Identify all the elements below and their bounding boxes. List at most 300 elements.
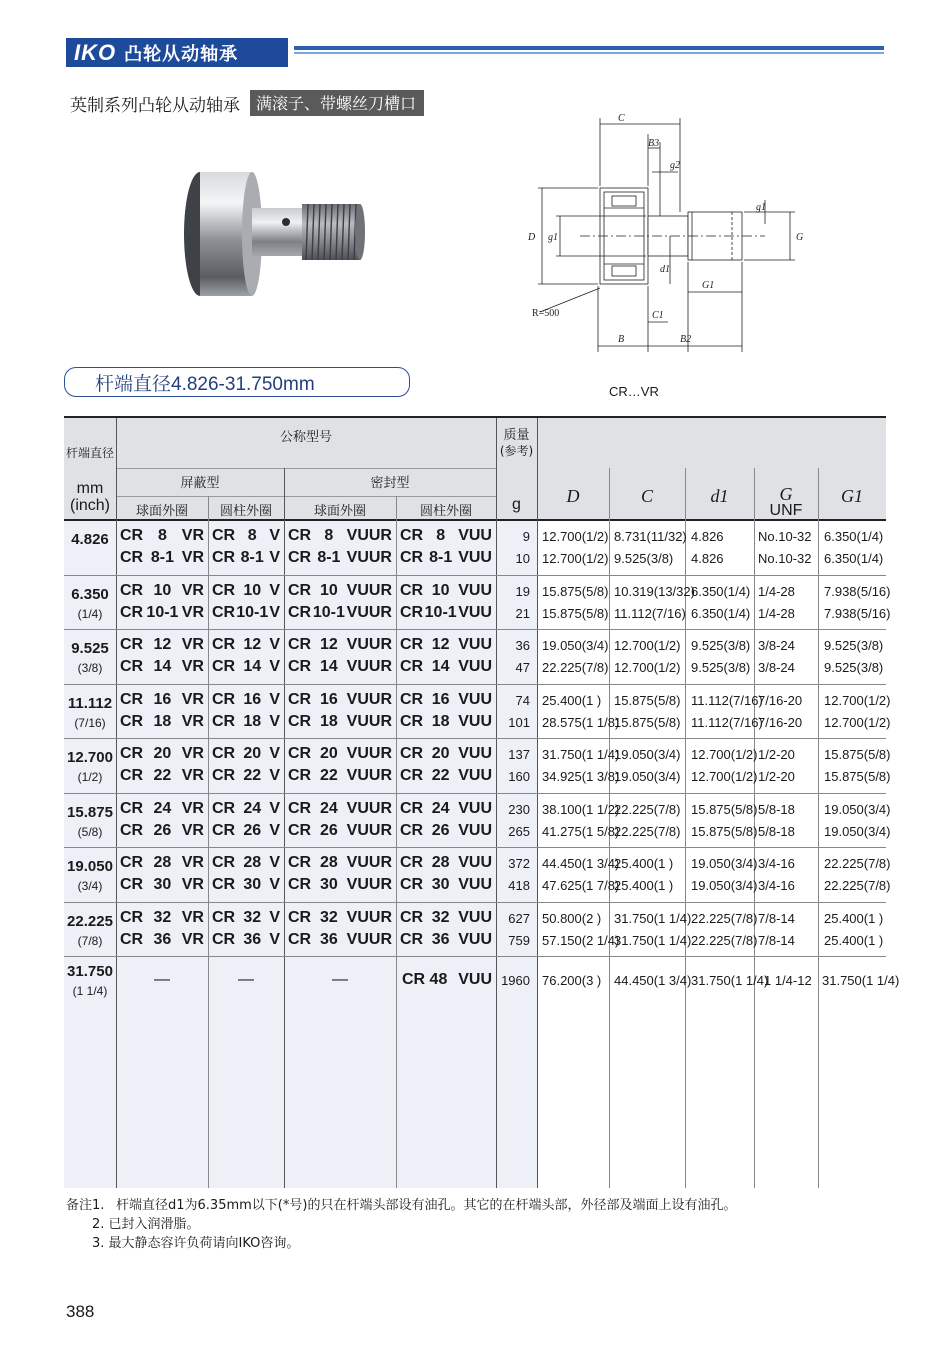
header-g: G [779,484,793,504]
part-spherical-shielded-part: CR [120,712,144,730]
part-spherical-sealed-part: CR [288,930,312,948]
part-cylindrical-sealed [400,767,492,785]
header-g1: G1 [841,486,863,506]
part-spherical-sealed-part: CR [288,854,312,871]
part-cylindrical-shielded [212,745,280,763]
col-divider [284,468,285,1188]
part-cylindrical-sealed-part: CR [400,690,424,708]
part-spherical-shielded [120,636,204,654]
dim-g1: 15.875(5/8) [824,769,891,784]
part-spherical-shielded-part: 26 [153,821,172,839]
part-spherical-sealed-part: CR [288,712,312,730]
part-spherical-sealed-part: CR [288,527,312,544]
mass-value: 627 [508,910,530,926]
page-header [66,38,884,68]
dim-c: 25.400(1 ) [614,878,674,893]
part-cylindrical-sealed-part: 24 [431,799,450,817]
group-divider [64,738,886,739]
rod-diameter: 4.826 [71,531,109,548]
dim-label-c: C [618,113,625,124]
part-spherical-shielded-part: CR [120,581,144,599]
part-cylindrical-shielded-part: V [269,603,280,621]
header-rule-sub2 [116,496,496,497]
col-divider [116,418,117,1188]
subtitle-tag: 满滚子、带螺丝刀槽口 [250,90,424,116]
part-spherical-shielded-part: CR [120,745,144,762]
dim-g1: 15.875(5/8) [824,747,891,762]
part-cylindrical-sealed-part: 30 [431,876,450,893]
part-cylindrical-shielded-part: CR [212,581,236,599]
part-cylindrical-shielded [212,582,280,600]
part-cylindrical-sealed-part: CR [400,658,424,675]
part-spherical-sealed-part: 28 [319,854,338,871]
part-cylindrical-sealed-part: CR [400,549,424,566]
dim-c: 22.225(7/8) [614,801,681,817]
group-divider [64,847,886,848]
part-cylindrical-shielded-part: CR [212,930,236,948]
dim-c: 25.400(1 ) [614,856,674,871]
part-cylindrical-sealed-part: 20 [431,745,450,762]
part-cylindrical-shielded [212,822,280,840]
dim-d: 76.200(3 ) [542,973,602,988]
part-spherical-sealed [288,854,392,872]
product-photo [178,160,368,305]
rod-diameter: 6.350 [71,585,109,603]
header-rule-thin [294,52,884,54]
part-cylindrical-sealed-part: CR [400,908,424,926]
part-cylindrical-shielded-part: CR [212,821,236,839]
mass-value: 265 [508,823,530,839]
part-spherical-shielded [120,931,204,949]
header-mass: 质量 [503,428,530,443]
part-spherical-sealed [288,658,392,676]
part-spherical-shielded-part: VR [181,712,204,730]
part-spherical-sealed-part: CR [288,908,312,926]
rod-diameter-inch: (7/8) [77,933,103,948]
mass-value: 21 [515,605,530,621]
header-rod-unit-inch: (inch) [69,497,110,514]
part-spherical-sealed [288,713,392,731]
part-spherical-sealed-part: CR [288,549,312,566]
part-spherical-sealed-part: VUUR [346,908,392,926]
dim-d: 41.275(1 5/8) [542,823,620,839]
dim-g1: 9.525(3/8) [824,660,884,675]
dim-d: 12.700(1/2) [542,529,609,544]
group-divider [64,629,886,630]
part-spherical-sealed-part: CR [288,821,312,839]
dim-d: 12.700(1/2) [542,551,609,566]
part-spherical-sealed-part: 10 [319,581,338,599]
part-cylindrical-shielded-part: CR [212,908,236,926]
part-spherical-sealed-part: VUUR [346,690,392,708]
part-cylindrical-shielded-part: 24 [243,799,262,817]
dim-d: 28.575(1 1/8) [542,714,620,730]
part-spherical-sealed-part: VUUR [346,658,392,675]
dim-c: 19.050(3/4) [614,747,681,762]
rod-diameter: 15.875 [67,803,113,821]
mass-value: 1960 [501,973,530,988]
part-spherical-sealed-part: CR [288,581,312,599]
part-cylindrical-shielded [212,931,280,949]
part-cylindrical-shielded-part: V [269,908,280,926]
part-spherical-shielded [120,767,204,785]
part-cylindrical-sealed-part: CR 48 [402,971,448,988]
dim-d: 47.625(1 7/8) [542,878,620,893]
mass-value: 418 [508,878,530,893]
rod-diameter: 22.225 [67,912,113,930]
part-spherical-sealed [288,931,392,949]
dim-g: 7/8-14 [758,932,795,948]
part-spherical-shielded-part: 8 [157,527,167,544]
dim-d1: 6.350(1/4) [691,605,751,621]
part-cylindrical-shielded-part: 8-1 [240,549,264,566]
section-subtitle [70,90,424,116]
dimension-drawing [520,112,810,352]
dim-g1: 7.938(5/16) [824,583,891,599]
part-spherical-sealed-part: CR [288,876,312,893]
group-divider [64,684,886,685]
dim-label-b3: B3 [648,138,660,149]
part-spherical-shielded-part: CR [120,876,144,893]
dim-c: 10.319(13/32) [614,583,695,599]
rod-diameter-inch: (1/2) [77,770,103,784]
part-spherical-shielded-part: VR [181,821,204,839]
part-cylindrical-sealed-part: 26 [431,821,450,839]
rod-diameter-inch: (1 1/4) [72,984,108,998]
part-spherical-sealed [288,876,392,894]
part-spherical-sealed-part: 32 [319,908,338,926]
part-cylindrical-shielded-part: V [269,854,280,871]
dim-d: 50.800(2 ) [542,910,602,926]
part-cylindrical-shielded-part: 30 [243,876,262,893]
dim-g: 3/8-24 [758,660,795,675]
header-c: C [640,486,653,506]
rod-diameter-inch: (3/4) [77,879,103,893]
part-spherical-shielded-part: VR [181,767,204,784]
dim-d1: 4.826 [691,551,724,566]
notes [66,1196,736,1253]
part-cylindrical-shielded-part: V [269,527,280,544]
header-rod: 杆端直径 [65,446,114,460]
header-cylindrical-sealed: 圆柱外圈 [419,504,472,519]
dim-c: 31.750(1 1/4) [614,910,692,926]
part-cylindrical-sealed [400,713,492,731]
part-cylindrical-shielded-part: 36 [243,930,262,948]
part-spherical-sealed-part: CR [288,767,312,784]
dim-c: 15.875(5/8) [614,714,681,730]
part-spherical-sealed-part: VUUR [346,799,392,817]
part-spherical-sealed [288,800,392,818]
col-divider [496,418,497,1188]
part-cylindrical-shielded-part: V [269,767,280,784]
part-cylindrical-sealed-part: 10 [431,581,450,599]
part-cylindrical-sealed-part: 10-1 [424,603,457,621]
dim-d: 31.750(1 1/4) [542,747,620,762]
part-spherical-shielded-part: 22 [153,767,172,784]
part-cylindrical-shielded-part: CR [212,876,236,893]
mass-value: 230 [508,801,530,817]
part-spherical-shielded-part: VR [181,658,204,675]
part-spherical-shielded-part: VR [181,527,204,544]
dim-d: 34.925(1 3/8) [542,769,620,784]
part-cylindrical-shielded-part: V [269,549,280,566]
dim-d1: 11.112(7/16) [691,714,763,730]
part-cylindrical-sealed-part: CR [400,930,424,948]
dim-g: 1/4-28 [758,605,795,621]
dim-g1: 31.750(1 1/4) [822,973,900,988]
dim-label-g: G [796,232,804,243]
part-cylindrical-sealed [400,604,492,622]
dim-g: 3/8-24 [758,638,795,653]
dim-d1: 6.350(1/4) [691,583,751,599]
part-spherical-sealed [288,549,392,567]
part-cylindrical-sealed-part: VUU [458,603,492,621]
rod-diameter-inch: (1/4) [77,606,103,621]
dim-d: 19.050(3/4) [542,638,609,653]
dim-g: No.10-32 [758,551,812,566]
part-spherical-shielded-part: VR [181,581,204,599]
part-spherical-sealed-part: 30 [319,876,338,893]
dim-d: 22.225(7/8) [542,660,609,675]
mass-value: 372 [508,856,530,871]
part-cylindrical-shielded: — [238,971,254,988]
part-spherical-shielded [120,854,204,872]
dim-g1: 6.350(1/4) [824,529,884,544]
dim-label-g2: g2 [670,160,680,171]
part-spherical-sealed-part: 14 [319,658,338,675]
dim-d1: 12.700(1/2) [691,769,758,784]
part-cylindrical-sealed-part: CR [400,636,424,653]
part-spherical-sealed-part: VUUR [346,876,392,893]
part-spherical-sealed [288,582,392,600]
part-spherical-sealed-part: 36 [319,930,338,948]
dim-label-b2: B2 [680,334,692,345]
part-cylindrical-sealed-part: VUU [458,527,492,544]
part-cylindrical-shielded [212,854,280,872]
part-spherical-shielded-part: CR [120,854,144,871]
part-cylindrical-sealed-part: VUU [458,767,492,784]
part-cylindrical-shielded-part: 10 [243,581,262,599]
dim-d1: 4.826 [691,529,724,544]
group-divider [64,793,886,794]
part-cylindrical-sealed-part: 36 [431,930,450,948]
note-2: 2. 已封入润滑脂。 [92,1217,200,1232]
rod-diameter-inch: (3/8) [77,661,103,675]
dim-d1: 11.112(7/16) [691,692,763,708]
col-divider [685,468,686,1188]
part-spherical-shielded-part: 36 [153,930,172,948]
dim-c: 8.731(11/32) [614,529,687,544]
part-cylindrical-sealed-part: VUU [458,908,492,926]
part-cylindrical-shielded-part: 8 [247,527,257,544]
part-cylindrical-sealed-part: VUU [458,971,492,988]
part-spherical-shielded [120,527,204,545]
dim-d: 25.400(1 ) [542,692,602,708]
part-spherical-shielded-part: 12 [153,636,172,653]
part-cylindrical-sealed-part: CR [400,799,424,817]
note-1: 杆端直径d1为6.35mm以下(*号)的只在杆端头部设有油孔。其它的在杆端头部，外径部及端面上设有油孔。 [116,1198,737,1213]
part-cylindrical-sealed-part: CR [400,581,424,599]
part-cylindrical-sealed-part: VUU [458,581,492,599]
part-cylindrical-shielded-part: V [269,745,280,762]
part-spherical-sealed-part: VUUR [346,821,392,839]
part-spherical-sealed-part: CR [288,745,312,762]
mass-value: 160 [508,769,530,784]
part-cylindrical-shielded [212,549,280,567]
dim-label-g1-right: g1 [756,202,766,213]
note-3: 3. 最大静态容许负荷请向IKO咨询。 [92,1236,300,1251]
header-spherical-sealed: 球面外圈 [313,504,366,519]
part-spherical-sealed [288,636,392,654]
header-d: D [566,486,580,506]
part-cylindrical-sealed-part: VUU [458,821,492,839]
rod-diameter-inch: (7/16) [74,715,106,730]
part-cylindrical-sealed-part: VUU [458,930,492,948]
part-cylindrical-shielded-part: CR [212,658,236,675]
part-cylindrical-shielded-part: 16 [243,690,262,708]
part-spherical-shielded-part: CR [120,658,144,675]
col-divider [537,418,538,1188]
rod-diameter: 12.700 [67,749,113,766]
part-cylindrical-shielded [212,636,280,654]
part-spherical-shielded [120,909,204,927]
part-spherical-shielded-part: CR [120,603,144,621]
part-spherical-sealed-part: VUUR [346,549,392,566]
col-divider [396,496,397,1188]
mass-value: 74 [515,692,530,708]
part-spherical-sealed-part: 8 [324,527,334,544]
header-g-unf: UNF [769,502,803,519]
part-cylindrical-shielded-part: 18 [243,712,262,730]
part-cylindrical-sealed [400,931,492,949]
header-rod-unit: mm [76,480,104,497]
part-cylindrical-shielded-part: CR [212,712,236,730]
part-cylindrical-sealed [400,549,492,567]
part-spherical-sealed-part: 20 [319,745,338,762]
part-spherical-sealed: — [332,971,348,988]
part-cylindrical-sealed-part: 22 [431,767,450,784]
part-spherical-sealed-part: 26 [319,821,338,839]
part-cylindrical-shielded-part: 20 [243,745,262,762]
part-cylindrical-sealed [400,909,492,927]
dim-d: 15.875(5/8) [542,605,609,621]
dim-g: 3/4-16 [758,878,795,893]
dim-g1: 25.400(1 ) [824,932,884,948]
part-spherical-shielded-part: CR [120,799,144,817]
part-spherical-shielded-part: VR [181,636,204,653]
part-cylindrical-shielded-part: CR [212,636,236,653]
dim-g1: 25.400(1 ) [824,910,884,926]
dim-g: 7/8-14 [758,910,795,926]
dim-d: 15.875(5/8) [542,583,609,599]
part-cylindrical-sealed-part: 28 [431,854,450,871]
part-spherical-shielded-part: VR [181,690,204,708]
header-bottom-rule [64,519,886,521]
part-spherical-sealed-part: VUUR [346,767,392,784]
part-cylindrical-sealed-part: 12 [431,636,450,653]
dim-g: 3/4-16 [758,856,795,871]
part-spherical-shielded-part: 20 [153,745,172,762]
dim-d1: 9.525(3/8) [691,660,751,675]
part-spherical-shielded-part: 14 [153,658,172,675]
part-cylindrical-sealed [400,691,492,709]
part-spherical-shielded [120,713,204,731]
dim-g1: 19.050(3/4) [824,801,891,817]
drawing-caption: CR…VR [609,384,659,399]
dim-g: 5/8-18 [758,823,795,839]
page-number: 388 [66,1302,95,1321]
dim-label-d1: d1 [660,264,670,275]
part-cylindrical-sealed [400,800,492,818]
part-cylindrical-shielded-part: CR [212,854,236,871]
part-cylindrical-shielded-part: 32 [243,908,262,926]
part-spherical-shielded-part: 10 [153,581,172,599]
part-spherical-shielded [120,549,204,567]
mass-value: 137 [508,747,530,762]
dim-d: 57.150(2 1/4) [542,932,620,948]
part-cylindrical-sealed [402,971,492,989]
dim-d1: 31.750(1 1/4) [691,973,769,988]
part-spherical-shielded-part: 32 [153,908,172,926]
part-cylindrical-sealed [400,582,492,600]
part-cylindrical-shielded-part: 10-1 [236,603,269,621]
dim-g1: 12.700(1/2) [824,692,891,708]
rod-range-label: 杆端直径4.826-31.750mm [64,367,410,397]
part-cylindrical-shielded [212,527,280,545]
part-spherical-sealed-part: CR [288,799,312,817]
part-spherical-sealed-part: VUUR [346,854,392,871]
part-spherical-sealed-part: 8-1 [317,549,341,566]
part-cylindrical-shielded-part: CR [212,603,236,621]
mass-value: 759 [508,932,530,948]
header-nominal: 公称型号 [279,430,332,445]
part-spherical-shielded-part: CR [120,690,144,708]
header-mass-unit: g [512,496,521,513]
part-cylindrical-sealed [400,636,492,654]
part-spherical-sealed [288,745,392,763]
dim-c: 12.700(1/2) [614,660,681,675]
mass-value: 19 [515,583,530,599]
part-cylindrical-shielded-part: 26 [243,821,262,839]
rod-diameter: 9.525 [71,640,109,657]
part-cylindrical-shielded [212,604,280,622]
part-spherical-sealed-part: 22 [319,767,338,784]
rod-diameter: 19.050 [67,858,113,875]
part-spherical-sealed-part: VUUR [346,581,392,599]
dim-d: 38.100(1 1/2) [542,801,620,817]
part-cylindrical-sealed-part: VUU [458,799,492,817]
part-spherical-sealed-part: VUUR [346,603,392,621]
part-spherical-sealed-part: 12 [319,636,338,653]
dim-label-c1: C1 [652,310,664,321]
part-spherical-sealed [288,604,392,622]
col-divider [818,468,819,1188]
rod-diameter-inch: (5/8) [77,824,103,839]
dim-d1: 15.875(5/8) [691,823,758,839]
part-spherical-shielded-part: 18 [153,712,172,730]
header-rule-sub [116,468,496,469]
part-cylindrical-shielded-part: V [269,821,280,839]
part-cylindrical-shielded-part: 12 [243,636,262,653]
part-spherical-sealed-part: VUUR [346,745,392,762]
dim-g: 1/2-20 [758,769,795,784]
dim-g1: 22.225(7/8) [824,878,891,893]
part-cylindrical-sealed-part: CR [400,854,424,871]
part-cylindrical-sealed [400,854,492,872]
part-cylindrical-shielded [212,713,280,731]
part-spherical-shielded [120,876,204,894]
part-spherical-sealed-part: CR [288,658,312,675]
